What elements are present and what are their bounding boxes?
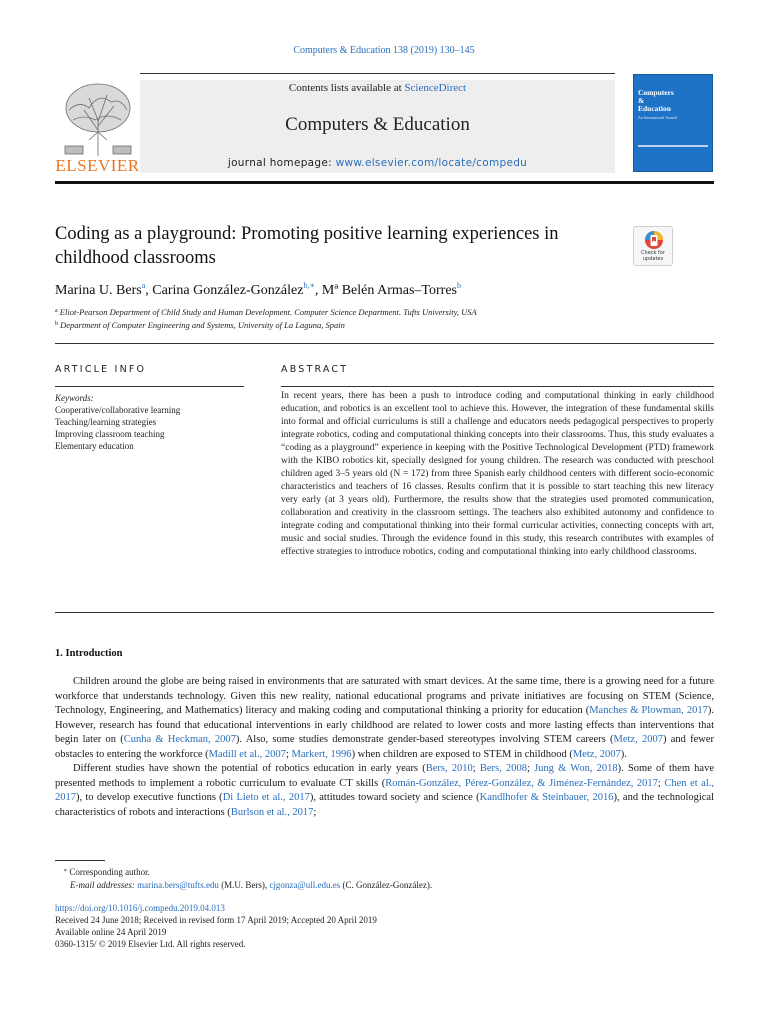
author-affiliation-link[interactable]: b	[456, 281, 461, 290]
elsevier-tree-icon	[59, 80, 137, 156]
journal-name: Computers & Education	[285, 114, 470, 135]
abstract-bottom-rule	[55, 612, 714, 613]
article-title	[55, 222, 625, 270]
paragraph-text: ).	[620, 748, 627, 760]
corresponding-author-text: Corresponding author.	[69, 867, 150, 877]
citation-link[interactable]: Burlson et al., 2017	[230, 806, 314, 818]
abstract-rule	[281, 386, 714, 387]
email-link[interactable]: marina.bers@tufts.edu	[137, 880, 219, 890]
citation-link[interactable]: Bers, 2008	[479, 763, 527, 774]
keyword-item: Elementary education	[55, 441, 134, 451]
citation-link[interactable]: Jung & Won, 2018	[534, 763, 618, 774]
author-affiliation-link[interactable]: a	[141, 281, 146, 290]
journal-citation-link[interactable]: Computers & Education 138 (2019) 130–145	[293, 45, 475, 56]
paragraph-text: ;	[472, 763, 480, 774]
cover-band	[638, 145, 708, 147]
citation-link[interactable]: Chen et al., 2017	[55, 777, 714, 803]
footnote-mark: ∗	[63, 868, 68, 874]
citation-link[interactable]: Di Lieto et al., 2017	[222, 792, 310, 803]
paragraph-text: ;	[285, 748, 292, 760]
citation-link[interactable]: Cunha & Heckman, 2007	[123, 734, 236, 745]
received-dates: Received 24 June 2018; Received in revised form 17 April 2019; Accepted 20 April 2019	[55, 915, 377, 925]
affiliation-mark: b	[55, 321, 58, 327]
crossmark-label-line2: updates	[642, 256, 664, 262]
paragraph-text: ) and fewer obstacles to entering the workforce (	[55, 734, 715, 760]
email-owner: (M.U. Bers),	[218, 880, 270, 890]
citation-link[interactable]: Madill et al., 2007	[208, 748, 286, 760]
journal-masthead	[140, 80, 615, 173]
paragraph-text: ), to develop executive functions (	[76, 792, 223, 803]
crossmark-label-line1: Check for	[641, 250, 665, 256]
crossmark-icon	[644, 230, 664, 250]
header-thick-rule	[55, 181, 714, 184]
keyword-item: Teaching/learning strategies	[55, 417, 157, 427]
affiliation-text: Eliot-Pearson Department of Child Study and Human Development. Computer Science Department. Tufts University, USA	[59, 307, 477, 317]
article-info-heading: ARTICLE INFO	[55, 364, 147, 375]
abstract-heading: ABSTRACT	[281, 364, 349, 375]
affiliation	[55, 307, 715, 317]
paragraph-text: ). However, research has found that educational interventions in early childhood are related to lower costs and more lasting effects than interventions that begin later on (	[55, 705, 714, 745]
paragraph-text: ;	[313, 806, 317, 818]
introduction-paragraph	[55, 675, 714, 762]
keyword-item: Improving classroom teaching	[55, 429, 165, 439]
affiliation-mark: a	[55, 308, 58, 314]
available-online: Available online 24 April 2019	[55, 927, 167, 937]
author-affiliation-link[interactable]: b,∗	[303, 281, 315, 290]
article-title-line2: childhood classrooms	[55, 248, 216, 268]
keywords-block	[55, 392, 244, 452]
email-link[interactable]: cjgonza@ull.edu.es	[269, 880, 341, 890]
paragraph-text: ), attitudes toward society and science (	[309, 792, 480, 803]
publication-info	[55, 902, 377, 950]
doi-link[interactable]: https://doi.org/10.1016/j.compedu.2019.04.013	[55, 903, 225, 913]
citation-link[interactable]: Metz, 2007	[613, 734, 663, 745]
citation-link[interactable]: Bers, 2010	[425, 763, 473, 774]
article-title-line1: Coding as a playground: Promoting positive learning experiences in	[55, 224, 559, 244]
paragraph-text: Children around the globe are being raised in environments that are saturated with smart devices. At the same time, there is a growing need for a future workforce that understands technology. Given this new reality, national educational programs and private initiatives are focusing on STEM (Science, Technology, Engineering, and Mathematics) literacy and making coding and computational thinking a priority for education (	[55, 676, 714, 716]
citation-link[interactable]: Román-González, Pérez-González, & Jiménez-Fernández, 2017	[385, 777, 658, 789]
cover-title	[638, 89, 674, 113]
cover-title-line1: Computers	[638, 88, 674, 97]
citation-link[interactable]: Markert, 1996	[291, 748, 352, 760]
article-info-rule	[55, 386, 244, 387]
sciencedirect-link[interactable]: ScienceDirect	[404, 82, 467, 94]
elsevier-wordmark: ELSEVIER	[55, 156, 140, 175]
crossmark-label	[634, 250, 672, 262]
section-rule	[55, 343, 714, 344]
copyright-notice: 0360-1315/ © 2019 Elsevier Ltd. All rights reserved.	[55, 939, 246, 949]
keywords-label: Keywords:	[55, 393, 94, 403]
header-rule	[140, 73, 615, 74]
homepage-link[interactable]: www.elsevier.com/locate/compedu	[335, 157, 528, 169]
paragraph-text: Different studies have shown the potential of robotics education in early years (	[73, 763, 426, 774]
introduction-paragraph	[55, 762, 714, 820]
abstract-body: In recent years, there has been a push to introduce coding and computational thinking in early childhood education, and robotics is an excellent tool to achieve this. However, the integration of these fundamental skills into formal and official curriculums is still a challenge and educators needs pedagogical perspectives to properly integrate robotics, coding and computational thinking concepts into their classrooms. Thus, this study evaluates a “coding as a playground” experience in keeping with the Positive Technological Development (PTD) framework with the KIBO robotics kit, specially designed for young children. The research was conducted with preschool children aged 3–5 years old (N = 172) from three Spanish early childhood centers with different socio-economic characteristics and teachers of 16 classes. Results confirm that it is possible to start teaching this new literacy very early (at 3 years old). Furthermore, the results show that the strategies used promoted communication, collaboration and creativity in the classroom settings. The teachers also exhibited autonomy and confidence to integrate coding and computational thinking into their formal curricular activities, connecting concepts with art, music and social studies. Through the evidence found in this study, this research contributes with examples of effective strategies to introduce robotics, coding and computational thinking into early childhood classrooms.	[281, 391, 714, 557]
author-name: Carina González-González	[152, 283, 304, 298]
author-name: Mª Belén Armas–Torres	[321, 283, 457, 298]
footnote-rule	[55, 860, 105, 861]
paragraph-text: ), and the technological characteristics of robots and interactions (	[55, 792, 715, 818]
homepage-prefix: journal homepage:	[227, 157, 336, 169]
citation-link[interactable]: Manches & Plowman, 2017	[589, 705, 708, 716]
journal-cover-image[interactable]	[633, 74, 713, 172]
homepage-line	[140, 157, 615, 169]
cover-title-line3: Education	[638, 104, 671, 113]
paragraph-text: ) when children are exposed to STEM in childhood (	[351, 748, 573, 760]
author-name: Marina U. Bers	[55, 283, 142, 298]
cover-title-line2: &	[638, 96, 645, 105]
check-for-updates-button[interactable]	[633, 226, 673, 266]
paragraph-text: ;	[657, 777, 665, 789]
citation-link[interactable]: Kandlhofer & Steinbauer, 2016	[479, 792, 614, 803]
email-addresses	[70, 880, 432, 890]
author-list: Marina U. Bers$^a$, Carina González-González$^{b,∗}$, Mª Belén Armas–Torres$^b$	[55, 281, 461, 298]
paragraph-text: ;	[526, 763, 535, 774]
contents-prefix: Contents lists available at	[288, 82, 405, 94]
contents-line	[140, 82, 615, 94]
affiliation-text: Department of Computer Engineering and Systems, University of La Laguna, Spain	[60, 320, 345, 330]
elsevier-logo	[55, 80, 140, 175]
affiliation	[55, 320, 715, 330]
cover-subtitle: An International Journal	[638, 115, 678, 120]
keyword-item: Cooperative/collaborative learning	[55, 405, 181, 415]
introduction-body	[55, 675, 714, 820]
corresponding-author-note	[63, 867, 150, 877]
introduction-heading: 1. Introduction	[55, 648, 123, 659]
paragraph-text: ). Also, some studies demonstrate gender-based stereotypes involving STEM careers (	[235, 734, 614, 745]
paragraph-text: ). Some of them have presented methods to implement a robotic curriculum to evaluate CT skills (	[55, 763, 714, 789]
citation-link[interactable]: Metz, 2007	[572, 748, 621, 760]
email-owner: (C. González-González).	[340, 880, 433, 890]
email-label: E-mail addresses:	[70, 880, 135, 890]
